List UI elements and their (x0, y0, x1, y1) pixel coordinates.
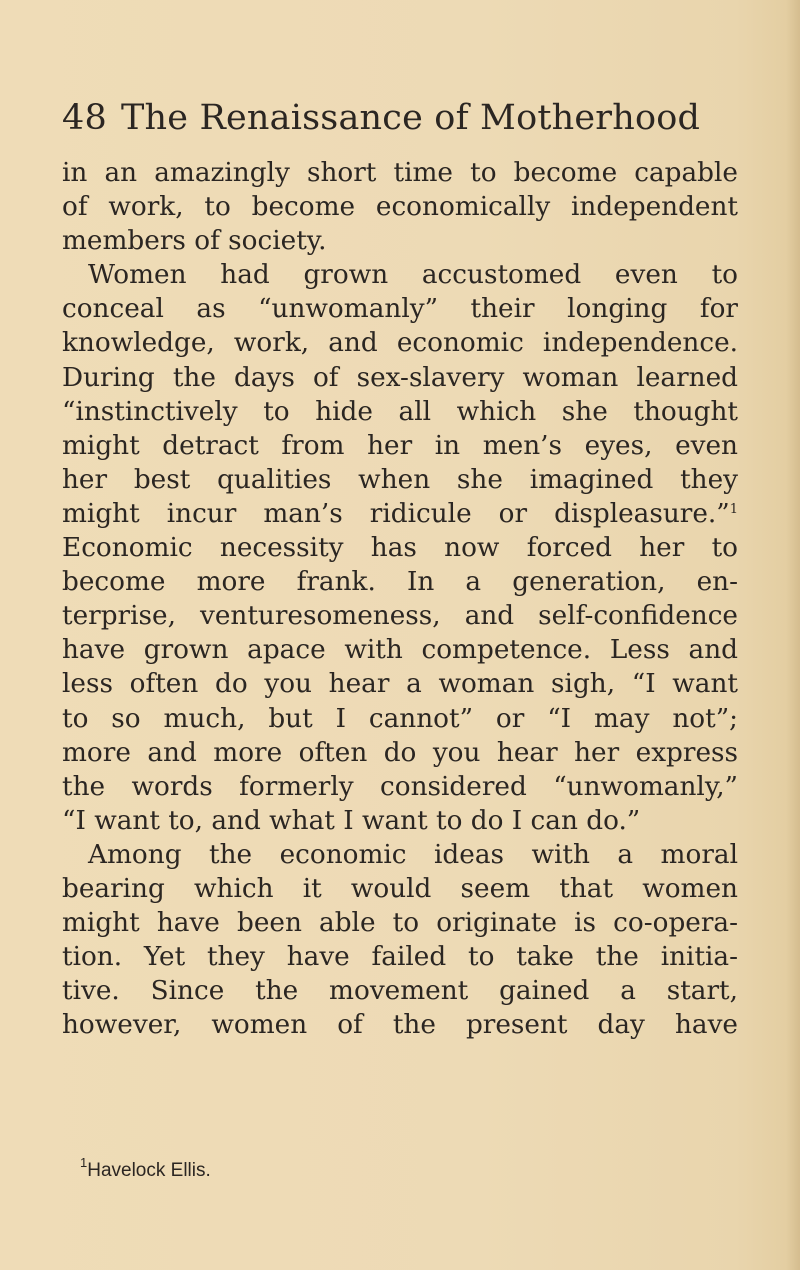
text-line: bearing which it would seem that women (62, 873, 738, 904)
text-line: members of society. (62, 226, 327, 257)
running-title: The Renaissance of Motherhood (120, 98, 701, 138)
text-line: conceal as “unwomanly” their longing for (62, 294, 738, 325)
text-line: terprise, venturesomeness, and self-confidence (62, 601, 738, 632)
text-line: Women had grown accustomed even to (88, 260, 738, 291)
text-line: “I want to, and what I want to do I can do.” (62, 805, 641, 836)
text-line: have grown apace with competence. Less and (62, 635, 738, 666)
text-line: tion. Yet they have failed to take the initia- (62, 942, 738, 973)
text-line: to so much, but I cannot” or “I may not”; (62, 703, 738, 734)
text-line: her best qualities when she imagined they (62, 464, 738, 495)
text-line: might detract from her in men’s eyes, even (62, 430, 738, 461)
text-line: become more frank. In a generation, en- (62, 567, 738, 598)
text-line: Among the economic ideas with a moral (88, 839, 738, 870)
body-text (62, 156, 738, 1042)
footnote-ref-marker: 1 (729, 501, 738, 517)
text-line: might have been able to originate is co-opera- (62, 908, 738, 939)
running-header (62, 92, 742, 144)
footnote (80, 1155, 211, 1183)
text-line: of work, to become economically independent (62, 192, 738, 223)
footnote-text: Havelock Ellis. (87, 1160, 211, 1181)
text-line: tive. Since the movement gained a start, (62, 976, 738, 1007)
text-line: Economic necessity has now forced her to (62, 533, 738, 564)
text-line: however, women of the present day have (62, 1010, 738, 1041)
text-line: During the days of sex-slavery woman learned (62, 362, 738, 393)
text-line: more and more often do you hear her express (62, 737, 738, 768)
text-line-content: might incur man’s ridicule or displeasure.” (62, 498, 730, 529)
footnote-marker: 1 (80, 1155, 88, 1170)
text-line: the words formerly considered “unwomanly,” (62, 771, 738, 802)
text-line: less often do you hear a woman sigh, “I want (62, 669, 738, 700)
page-number: 48 (62, 98, 107, 138)
text-line-with-footnote-ref (62, 497, 738, 531)
text-line: “instinctively to hide all which she thought (62, 396, 738, 427)
text-line: in an amazingly short time to become capable (62, 158, 738, 188)
page-edge-shadow (786, 0, 800, 1270)
text-line: knowledge, work, and economic independence. (62, 328, 738, 359)
